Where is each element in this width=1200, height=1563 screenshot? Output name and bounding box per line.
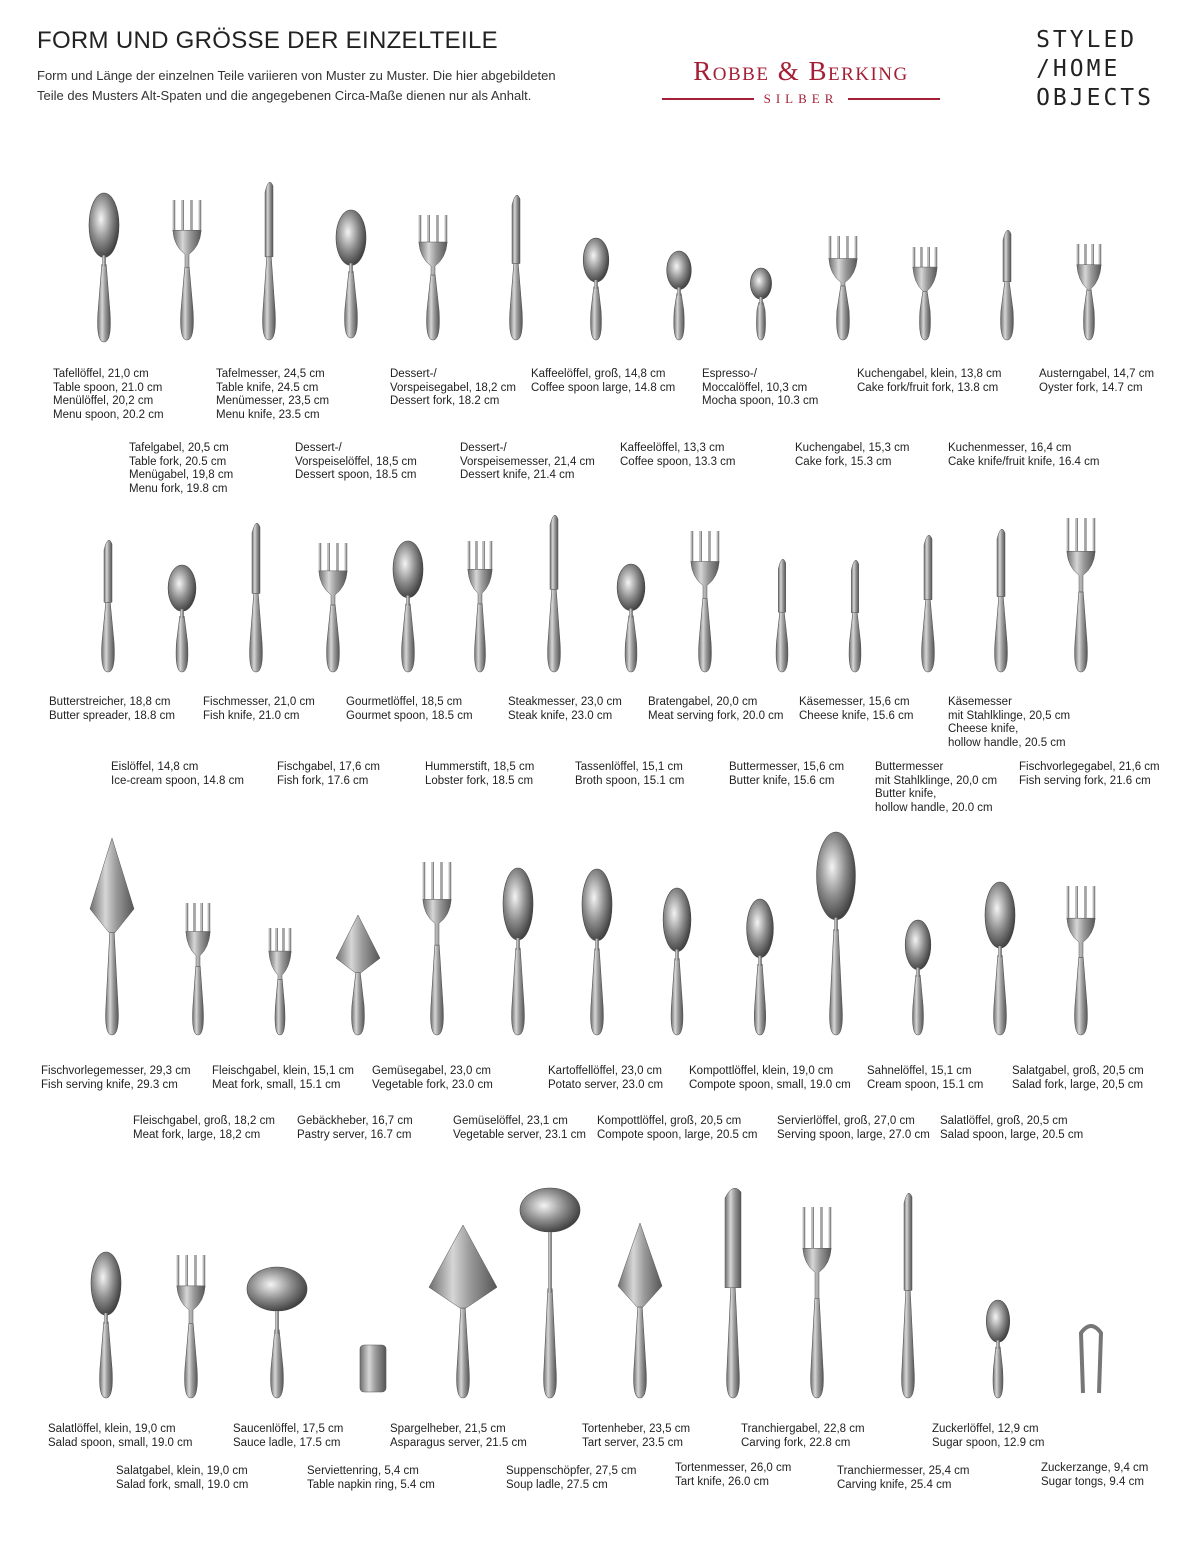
piece-meat-fork-28	[186, 903, 210, 1035]
piece-spoon-35	[747, 899, 774, 1035]
caption-austerngabel: Austerngabel, 14,7 cm Oyster fork, 14.7 cm	[1039, 368, 1155, 394]
piece-soup-ladle-45	[520, 1188, 580, 1398]
caption-dessertmesser: Dessert-/ Vorspeisemesser, 21,4 cm Dessert knife, 21.4 cm	[460, 442, 595, 482]
piece-spoon-38	[985, 882, 1015, 1035]
piece-fork-1	[173, 200, 201, 340]
tagline-line-3: OBJECTS	[1036, 85, 1154, 111]
piece-fork-16	[319, 543, 347, 672]
piece-knife-5	[510, 195, 523, 340]
caption-tafelloeffel: Tafellöffel, 21,0 cm Table spoon, 21.0 cm Menülöffel, 20,2 cm Menu spoon, 20.2 cm	[53, 368, 164, 421]
piece-vegetable-fork-31	[423, 862, 451, 1035]
piece-spoon-0	[89, 193, 119, 342]
piece-knife-19	[548, 515, 561, 672]
piece-cheese-knife-24	[922, 535, 935, 672]
caption-fleischgabel-gross: Fleischgabel, groß, 18,2 cm Meat fork, large, 18,2 cm	[133, 1115, 275, 1141]
caption-dessertgabel: Dessert-/ Vorspeisegabel, 18,2 cm Dessert fork, 18.2 cm	[390, 368, 516, 408]
caption-buttermesser: Buttermesser, 15,6 cm Butter knife, 15.6 cm	[729, 761, 845, 787]
piece-lobster-fork-18	[468, 541, 492, 672]
caption-tranchiergabel: Tranchiergabel, 22,8 cm Carving fork, 22.8 cm	[741, 1423, 865, 1449]
piece-spoon-40	[91, 1252, 121, 1398]
piece-knife-2	[263, 182, 276, 340]
piece-spoon-17	[393, 541, 423, 672]
caption-tranchiermesser: Tranchiermesser, 25,4 cm Carving knife, 25.4 cm	[837, 1465, 970, 1491]
caption-kuchenmesser: Kuchenmesser, 16,4 cm Cake knife/fruit knife, 16.4 cm	[948, 442, 1100, 468]
caption-kaffeeloeffel-gross: Kaffeelöffel, groß, 14,8 cm Coffee spoon large, 14.8 cm	[531, 368, 676, 394]
piece-spoon-32	[503, 868, 533, 1035]
caption-salatgabel-gross: Salatgabel, groß, 20,5 cm Salad fork, large, 20,5 cm	[1012, 1065, 1144, 1091]
piece-fork-12	[1077, 244, 1101, 340]
caption-gebaeckheber: Gebäckheber, 16,7 cm Pastry server, 16.7 cm	[297, 1115, 413, 1141]
piece-sauce-ladle-42	[247, 1267, 307, 1398]
caption-fischgabel: Fischgabel, 17,6 cm Fish fork, 17.6 cm	[277, 761, 380, 787]
piece-spoon-6	[583, 238, 609, 340]
caption-kuchengabel: Kuchengabel, 15,3 cm Cake fork, 15.3 cm	[795, 442, 910, 468]
caption-tafelmesser: Tafelmesser, 24,5 cm Table knife, 24.5 cm Menümesser, 23,5 cm Menu knife, 23.5 cm	[216, 368, 330, 421]
caption-fischvorlegegabel: Fischvorlegegabel, 21,6 cm Fish serving fork, 21.6 cm	[1019, 761, 1160, 787]
caption-butterstreicher: Butterstreicher, 18,8 cm Butter spreader, 18.8 cm	[49, 696, 175, 722]
piece-napkin-ring-43	[360, 1345, 386, 1392]
piece-spoon-34	[663, 888, 691, 1035]
caption-eisloeffel: Eislöffel, 14,8 cm Ice-cream spoon, 14.8 cm	[111, 761, 244, 787]
caption-tortenheber: Tortenheber, 23,5 cm Tart server, 23.5 cm	[582, 1423, 691, 1449]
caption-kaesemesser-stahl: Käsemesser mit Stahlklinge, 20,5 cm Cheese knife, hollow handle, 20.5 cm	[948, 696, 1071, 749]
piece-cheese-knife-25	[995, 529, 1008, 672]
intro-line-2: Teile des Musters Alt-Spaten und die angegebenen Circa-Maße dienen nur als Anhalt.	[37, 88, 532, 103]
caption-tortenmesser: Tortenmesser, 26,0 cm Tart knife, 26.0 cm	[675, 1462, 792, 1488]
caption-servierloeffel: Servierlöffel, groß, 27,0 cm Serving spoon, large, 27.0 cm	[777, 1115, 930, 1141]
caption-kompottloeffel-klein: Kompottlöffel, klein, 19,0 cm Compote spoon, small, 19.0 cm	[689, 1065, 851, 1091]
caption-gemuesegabel: Gemüsegabel, 23,0 cm Vegetable fork, 23.0 cm	[372, 1065, 493, 1091]
piece-serving-fork-26	[1067, 518, 1095, 672]
caption-fleischgabel-klein: Fleischgabel, klein, 15,1 cm Meat fork, small, 15.1 cm	[212, 1065, 354, 1091]
caption-kaesemesser: Käsemesser, 15,6 cm Cheese knife, 15.6 cm	[799, 696, 914, 722]
caption-spargelheber: Spargelheber, 21,5 cm Asparagus server, 21.5 cm	[390, 1423, 527, 1449]
piece-spoon-36	[817, 832, 856, 1035]
piece-spoon-14	[168, 565, 196, 672]
piece-knife-13	[102, 540, 115, 672]
piece-spoon-7	[667, 251, 692, 340]
brand-name: Robbe & Berking	[693, 56, 909, 86]
piece-salad-fork-39	[1067, 886, 1095, 1035]
piece-fork-4	[419, 215, 447, 340]
caption-salatgabel-klein: Salatgabel, klein, 19,0 cm Salad fork, small, 19.0 cm	[116, 1465, 249, 1491]
caption-fischvorlegemesser: Fischvorlegemesser, 29,3 cm Fish serving knife, 29.3 cm	[41, 1065, 191, 1091]
piece-fork-10	[913, 247, 937, 340]
piece-spoon-37	[905, 920, 931, 1035]
caption-kartoffelloeffel: Kartoffellöffel, 23,0 cm Potato server, 23.0 cm	[548, 1065, 664, 1091]
caption-espressoloeffel: Espresso-/ Moccalöffel, 10,3 cm Mocha spoon, 10.3 cm	[702, 368, 819, 408]
piece-spoon-33	[582, 869, 612, 1035]
piece-carving-fork-48	[803, 1207, 831, 1398]
caption-kaffeeloeffel: Kaffeelöffel, 13,3 cm Coffee spoon, 13.3 cm	[620, 442, 736, 468]
caption-bratengabel: Bratengabel, 20,0 cm Meat serving fork, 20.0 cm	[648, 696, 784, 722]
brand-sub-label: SILBER	[763, 91, 839, 106]
piece-carving-knife-49	[902, 1193, 915, 1398]
caption-tafelgabel: Tafelgabel, 20,5 cm Table fork, 20.5 cm Menügabel, 19,8 cm Menu fork, 19.8 cm	[129, 442, 234, 495]
piece-sugar-tongs-51	[1081, 1326, 1101, 1393]
caption-zuckerzange: Zuckerzange, 9,4 cm Sugar tongs, 9.4 cm	[1041, 1462, 1149, 1488]
caption-suppenschoepfer: Suppenschöpfer, 27,5 cm Soup ladle, 27.5 cm	[506, 1465, 637, 1491]
caption-buttermesser-stahl: Buttermesser mit Stahlklinge, 20,0 cm Butter knife, hollow handle, 20.0 cm	[875, 761, 998, 814]
caption-kompottloeffel-gross: Kompottlöffel, groß, 20,5 cm Compote spoon, large, 20.5 cm	[597, 1115, 758, 1141]
piece-tart-server-46	[618, 1223, 662, 1398]
intro-line-1: Form und Länge der einzelnen Teile variieren von Muster zu Muster. Die hier abgebildeten	[37, 68, 556, 83]
page-title: FORM UND GRÖSSE DER EINZELTEILE	[37, 27, 498, 54]
caption-zuckerloeffel: Zuckerlöffel, 12,9 cm Sugar spoon, 12.9 cm	[932, 1423, 1045, 1449]
piece-pastry-server-30	[336, 915, 380, 1035]
caption-dessertloeffel: Dessert-/ Vorspeiselöffel, 18,5 cm Dessert spoon, 18.5 cm	[295, 442, 417, 482]
piece-spoon-20	[617, 564, 645, 672]
caption-hummerstift: Hummerstift, 18,5 cm Lobster fork, 18.5 cm	[425, 761, 535, 787]
piece-meat-fork-29	[269, 928, 291, 1035]
piece-tart-knife-47	[725, 1188, 741, 1398]
tagline-line-1: STYLED	[1036, 27, 1138, 53]
piece-salad-fork-41	[177, 1255, 205, 1398]
piece-meat-fork-21	[691, 531, 719, 672]
piece-butter-knife-23	[849, 560, 861, 672]
piece-butter-knife-22	[776, 559, 788, 672]
caption-fischmesser: Fischmesser, 21,0 cm Fish knife, 21.0 cm	[203, 696, 315, 722]
piece-asparagus-server-44	[429, 1225, 497, 1398]
caption-kuchengabel-klein: Kuchengabel, klein, 13,8 cm Cake fork/fruit fork, 13.8 cm	[857, 368, 1002, 394]
piece-spoon-50	[986, 1300, 1009, 1398]
piece-cake-server-27	[90, 838, 134, 1035]
piece-knife-11	[1001, 230, 1014, 340]
piece-spoon-3	[336, 210, 366, 338]
caption-gourmetloeffel: Gourmetlöffel, 18,5 cm Gourmet spoon, 18.5 cm	[346, 696, 473, 722]
caption-sahneloeffel: Sahnelöffel, 15,1 cm Cream spoon, 15.1 cm	[867, 1065, 984, 1091]
caption-saucenloeffel: Saucenlöffel, 17,5 cm Sauce ladle, 17.5 cm	[233, 1423, 344, 1449]
piece-fish-knife-15	[250, 523, 263, 672]
caption-serviettenring: Serviettenring, 5,4 cm Table napkin ring, 5.4 cm	[307, 1465, 435, 1491]
caption-steakmesser: Steakmesser, 23,0 cm Steak knife, 23.0 cm	[508, 696, 622, 722]
caption-salatloeffel-klein: Salatlöffel, klein, 19,0 cm Salad spoon, small, 19.0 cm	[48, 1423, 193, 1449]
piece-spoon-8	[750, 268, 771, 340]
caption-gemueseloeffel: Gemüselöffel, 23,1 cm Vegetable server, 23.1 cm	[453, 1115, 586, 1141]
caption-tassenloeffel: Tassenlöffel, 15,1 cm Broth spoon, 15.1 cm	[575, 761, 685, 787]
caption-salatloeffel-gross: Salatlöffel, groß, 20,5 cm Salad spoon, large, 20.5 cm	[940, 1115, 1084, 1141]
tagline-line-2: /HOME	[1036, 56, 1121, 82]
piece-fork-9	[829, 236, 857, 340]
